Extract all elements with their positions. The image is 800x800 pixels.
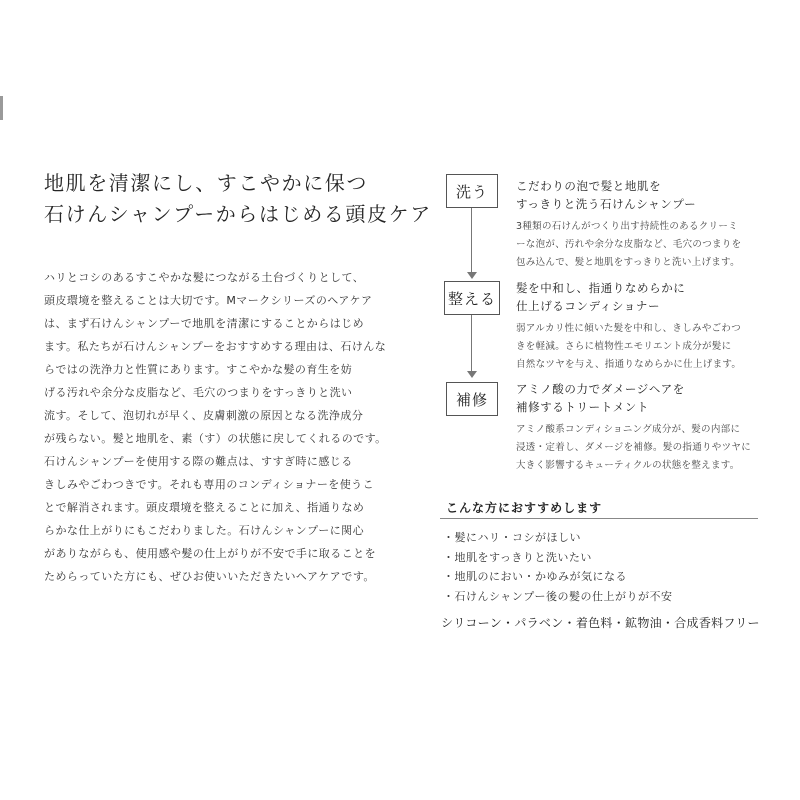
- headline-line-1: 地肌を清潔にし、すこやかに保つ: [44, 171, 368, 195]
- recommend-title: こんな方におすすめします: [446, 501, 603, 515]
- body-line: 頭皮環境を整えることは大切です。Mマークシリーズのヘアケア: [44, 294, 373, 307]
- body-line: ハリとコシのあるすこやかな髪につながる土台づくりとして、: [44, 271, 365, 284]
- divider: [440, 518, 758, 519]
- body-line: げる汚れや余分な皮脂など、毛穴のつまりをすっきりと洗い: [44, 386, 353, 399]
- body-line: らではの洗浄力と性質にあります。すこやかな髪の育生を妨: [44, 363, 353, 376]
- headline: [44, 168, 432, 230]
- step-description: [516, 218, 786, 272]
- step-title-line: すっきりと洗う石けんシャンプー: [516, 197, 697, 211]
- body-line: らかな仕上がりにもこだわりました。石けんシャンプーに関心: [44, 524, 365, 537]
- step-title: [516, 279, 786, 315]
- step-description: [516, 421, 786, 475]
- page-edge-mark: [0, 96, 3, 120]
- body-line: とで解消されます。頭皮環境を整えることに加え、指通りなめ: [44, 501, 365, 514]
- headline-line-2: 石けんシャンプーからはじめる頭皮ケア: [44, 202, 432, 226]
- step-title-line: こだわりの泡で髪と地肌を: [516, 179, 662, 193]
- arrow-line: [471, 315, 472, 372]
- step-label-wash: 洗う: [446, 174, 498, 208]
- step-title: [516, 380, 786, 416]
- step-desc-line: 弱アルカリ性に傾いた髪を中和し、きしみやごわつ: [516, 323, 742, 334]
- step-desc-line: 自然なツヤを与え、指通りなめらかに仕上げます。: [516, 359, 742, 370]
- recommend-list: [443, 528, 672, 606]
- body-line: がありながらも、使用感や髪の仕上がりが不安で手に取ることを: [44, 547, 377, 560]
- body-line: は、まず石けんシャンプーで地肌を清潔にすることからはじめ: [44, 317, 365, 330]
- step-wash: [516, 177, 786, 272]
- step-repair: [516, 380, 786, 475]
- body-line: 流す。そして、泡切れが早く、皮膚刺激の原因となる洗浄成分: [44, 409, 364, 422]
- body-line: きしみやごわつきです。それも専用のコンディショナーを使うこ: [44, 478, 375, 491]
- step-desc-line: 浸透・定着し、ダメージを補修。髪の指通りやツヤに: [516, 442, 752, 453]
- step-desc-line: アミノ酸系コンディショニング成分が、髪の内部に: [516, 424, 741, 435]
- body-line: が残らない。髪と地肌を、素（す）の状態に戻してくれるのです。: [44, 432, 387, 445]
- step-description: [516, 320, 786, 374]
- step-desc-line: 包み込んで、髪と地肌をすっきりと洗い上げます。: [516, 257, 740, 268]
- list-item: ・地肌をすっきりと洗いたい: [443, 550, 592, 564]
- arrow-line: [471, 208, 472, 273]
- body-line: ます。私たちが石けんシャンプーをおすすめする理由は、石けんな: [44, 340, 387, 353]
- step-title-line: 補修するトリートメント: [516, 400, 649, 414]
- step-title-line: 仕上げるコンディショナー: [516, 299, 661, 313]
- step-title-line: アミノ酸の力でダメージヘアを: [516, 382, 685, 396]
- step-desc-line: 大きく影響するキューティクルの状態を整えます。: [516, 460, 740, 471]
- arrow-down-icon: [467, 371, 477, 378]
- step-desc-line: ーな泡が、汚れや余分な皮脂など、毛穴のつまりを: [516, 239, 742, 250]
- arrow-down-icon: [467, 272, 477, 279]
- body-paragraph: [44, 266, 387, 588]
- step-label-condition: 整える: [444, 281, 500, 315]
- body-line: 石けんシャンプーを使用する際の難点は、すすぎ時に感じる: [44, 455, 353, 468]
- list-item: ・地肌のにおい・かゆみが気になる: [443, 570, 627, 583]
- free-from-note: シリコーン・パラベン・着色料・鉱物油・合成香料フリー: [441, 616, 760, 630]
- list-item: ・髪にハリ・コシがほしい: [443, 531, 581, 544]
- step-desc-line: きを軽減。さらに植物性エモリエント成分が髪に: [516, 341, 732, 352]
- body-line: ためらっていた方にも、ぜひお使いいただきたいヘアケアです。: [44, 570, 375, 583]
- step-desc-line: 3種類の石けんがつくり出す持続性のあるクリーミ: [516, 221, 738, 232]
- step-title-line: 髪を中和し、指通りなめらかに: [516, 281, 686, 295]
- step-title: [516, 177, 786, 213]
- step-condition: [516, 279, 786, 374]
- list-item: ・石けんシャンプー後の髪の仕上がりが不安: [443, 589, 673, 603]
- step-label-repair: 補修: [446, 382, 498, 416]
